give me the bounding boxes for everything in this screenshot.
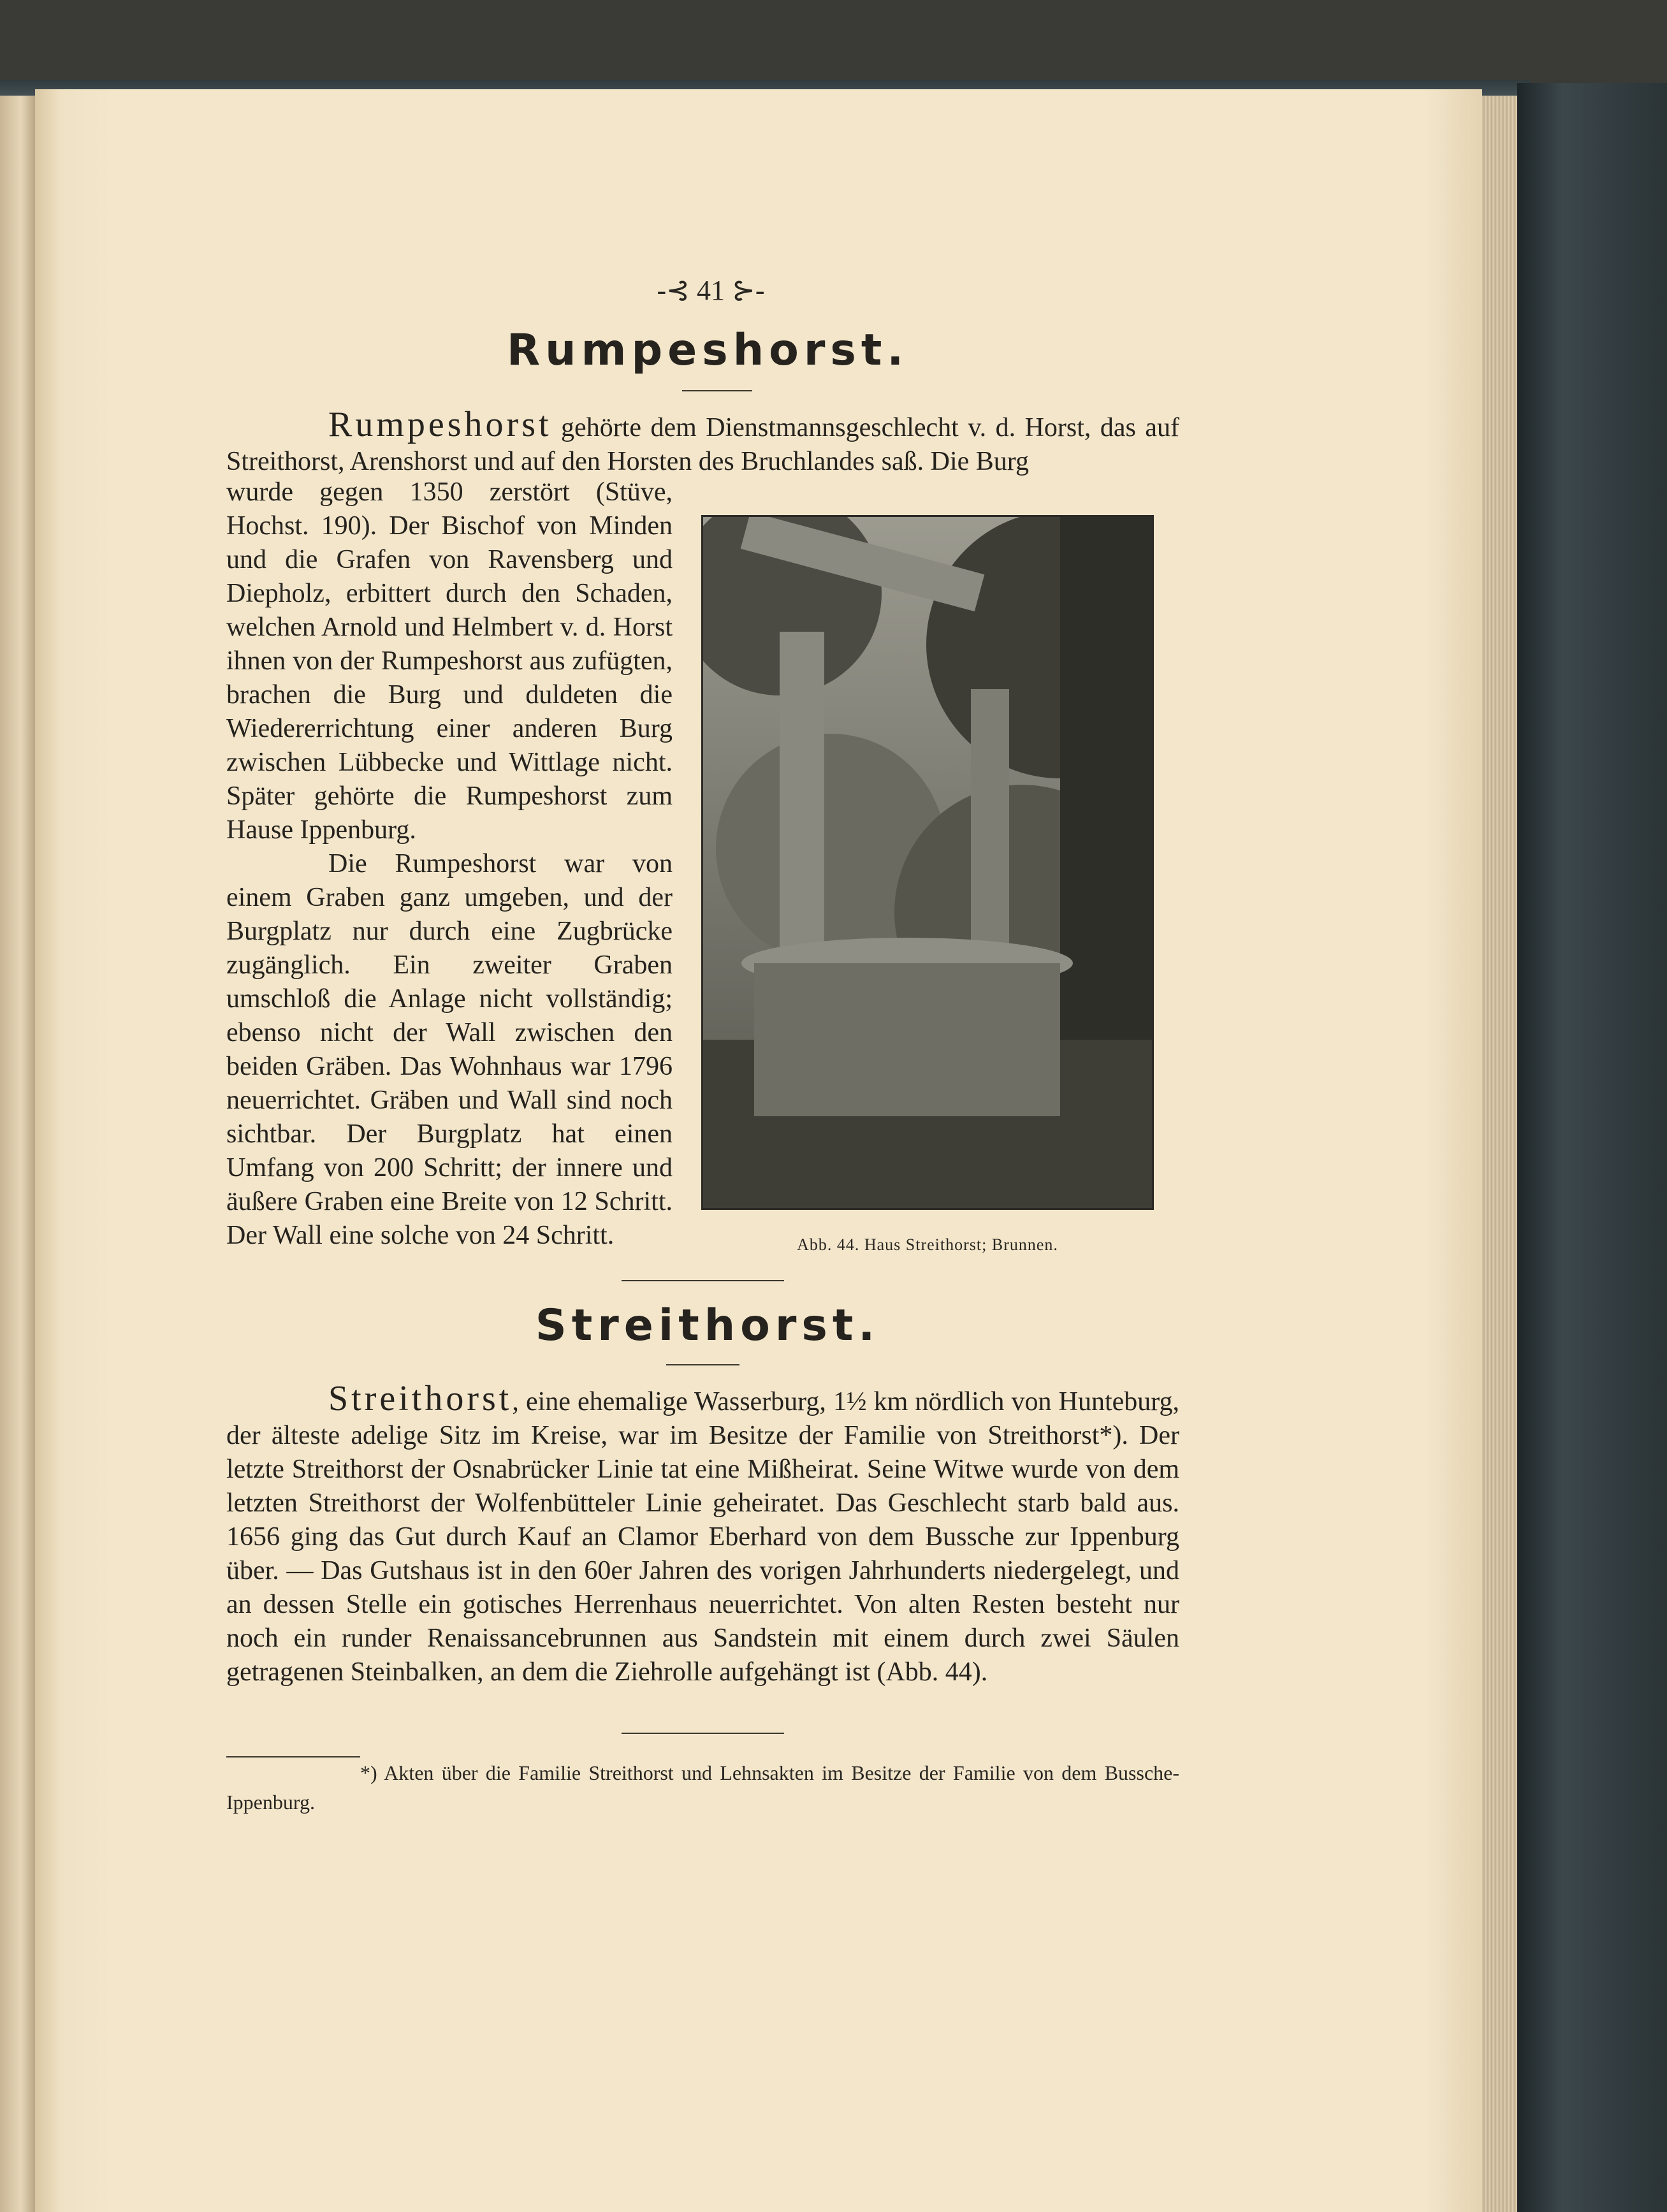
lead-word: Rumpeshorst xyxy=(328,405,552,444)
paragraph-1: wurde gegen 1350 zerstört (Stüve, Hochst. 190). Der Bischof von Minden und die Grafen von Ravensberg und Diepholz, erbittert durch den Schaden, welchen Arnold und Helmbert v. d. Horst ihnen von der Rumpeshorst aus zufügten, brachen die Burg und duldeten die Wiedererrichtung einer anderen Burg zwischen Lübbecke und Wittlage nicht. Später gehörte die Rumpeshorst zum Hause Ippenburg. xyxy=(226,477,673,845)
lead-word-2: Streithorst xyxy=(328,1379,513,1418)
section-title-streithorst: Streithorst. xyxy=(535,1300,880,1351)
book-cover-right xyxy=(1517,83,1667,2212)
rumpeshorst-body xyxy=(226,476,673,1253)
figure-caption: Abb. 44. Haus Streithorst; Brunnen. xyxy=(797,1235,1058,1254)
section-divider xyxy=(622,1280,784,1281)
figure-photo-brunnen xyxy=(701,515,1154,1210)
brunnen-illustration xyxy=(703,517,1152,1208)
paragraph-2: Die Rumpeshorst war von einem Graben ganz umgeben, und der Burgplatz nur durch eine Zugbrücke zugänglich. Ein zweiter Graben umschloß die Anlage nicht vollständig; ebenso nicht der Wall zwischen den beiden Gräben. Das Wohnhaus war 1796 neuerrichtet. Gräben und Wall sind noch sichtbar. Der Burgplatz hat einen Umfang von 200 Schritt; der innere und äußere Graben eine Breite von 12 Schritt. Der Wall eine solche von 24 Schritt. xyxy=(226,849,673,1250)
page-edges xyxy=(1482,96,1517,2212)
rumpeshorst-intro xyxy=(226,405,1179,479)
page-number: -⊰ 41 ⊱- xyxy=(657,275,765,306)
section-end-rule xyxy=(622,1733,784,1734)
footnote-rule xyxy=(226,1756,360,1757)
streithorst-body xyxy=(226,1379,1179,1689)
intro-text: gehörte dem Dienstmannsgeschlecht v. d. Horst, das auf Streithorst, Arenshorst und auf den Horsten des Bruchlandes saß. Die Burg xyxy=(226,413,1179,476)
title-rule xyxy=(682,390,752,391)
footnote xyxy=(226,1758,1179,1817)
title-rule-2 xyxy=(666,1364,739,1365)
left-page-edge xyxy=(0,96,35,2212)
streithorst-text: , eine ehemalige Wasserburg, 1½ km nördlich von Hunteburg, der älteste adelige Sitz im Kreise, war im Besitze der Familie von Streithorst*). Der letzte Streithorst der Osnabrücker Linie tat eine Mißheirat. Seine Witwe wurde von dem letzten Streithorst der Wolfenbütteler Linie geheiratet. Das Geschlecht starb bald aus. 1656 ging das Gut durch Kauf an Clamor Eberhard von dem Bussche zur Ippenburg über. — Das Gutshaus ist in den 60er Jahren des vorigen Jahrhunderts niedergelegt, und an dessen Stelle ein gotisches Herrenhaus neuerrichtet. Von alten Resten besteht nur noch ein runder Renaissancebrunnen aus Sandstein mit einem durch zwei Säulen getragenen Steinbalken, an dem die Ziehrolle aufgehängt ist (Abb. 44). xyxy=(226,1387,1179,1687)
section-title-rumpeshorst: Rumpeshorst. xyxy=(506,325,909,375)
footnote-text: *) Akten über die Familie Streithorst und Lehnsakten im Besitze der Familie von dem Bussche-Ippenburg. xyxy=(226,1761,1179,1814)
